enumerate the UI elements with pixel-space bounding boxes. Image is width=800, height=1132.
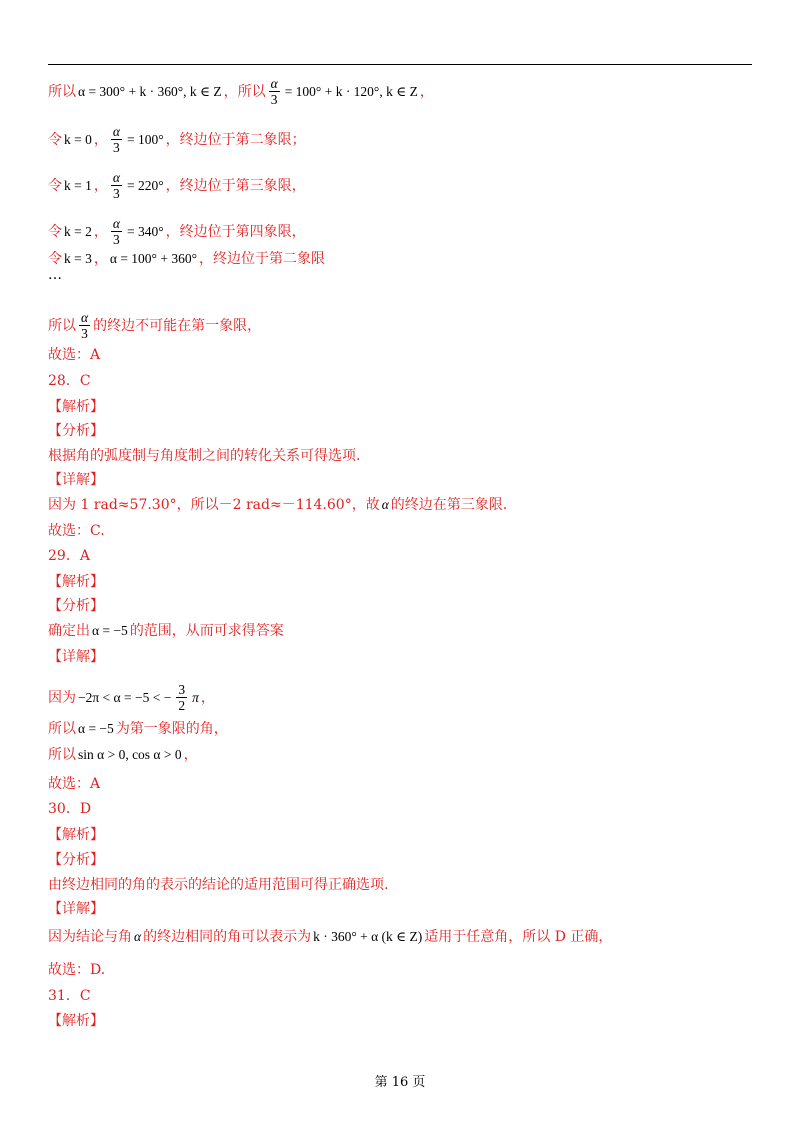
text: 【详解】 bbox=[48, 901, 104, 917]
text: ， bbox=[93, 223, 108, 240]
text: 所以 bbox=[48, 747, 76, 763]
analysis-text bbox=[48, 447, 360, 465]
fraction bbox=[111, 124, 122, 155]
fraction bbox=[269, 76, 280, 107]
text: 故选：C. bbox=[48, 523, 105, 539]
fraction bbox=[176, 682, 187, 713]
text: 【解析】 bbox=[48, 1013, 104, 1029]
detail-text bbox=[48, 496, 507, 514]
math-expression: k = 0 bbox=[64, 131, 92, 147]
section-heading bbox=[48, 573, 104, 591]
text: 由终边相同的角的表示的结论的适用范围可得正确选项. bbox=[48, 877, 389, 893]
question-number bbox=[48, 547, 90, 565]
math-expression: −2π < α = −5 < − bbox=[78, 689, 172, 705]
section-heading bbox=[48, 900, 104, 918]
text: 【分析】 bbox=[48, 598, 104, 614]
solution-line-3 bbox=[48, 170, 306, 201]
text: 适用于任意角，所以 D 正确， bbox=[424, 929, 613, 945]
fraction-denominator: 2 bbox=[178, 698, 186, 713]
text: 【详解】 bbox=[48, 649, 104, 665]
text: 【分析】 bbox=[48, 852, 104, 868]
fraction-denominator: 3 bbox=[270, 92, 278, 107]
fraction-denominator: 3 bbox=[81, 326, 88, 341]
math-expression: = 100° bbox=[126, 131, 164, 147]
text: 为第一象限的角， bbox=[115, 721, 228, 737]
answer-line bbox=[48, 346, 100, 364]
fraction-numerator: α bbox=[112, 124, 120, 139]
solution-line-7 bbox=[48, 310, 261, 341]
fraction bbox=[111, 216, 122, 247]
text: 令 bbox=[48, 223, 62, 240]
solution-line-5 bbox=[48, 250, 325, 268]
fraction-numerator: α bbox=[112, 170, 120, 185]
answer-line bbox=[48, 522, 105, 540]
fraction-numerator: 3 bbox=[178, 682, 186, 697]
text: 令 bbox=[48, 131, 62, 148]
section-heading bbox=[48, 422, 104, 440]
math-expression: k = 3 bbox=[64, 251, 92, 266]
text: 确定出 bbox=[48, 623, 90, 639]
question-number bbox=[48, 800, 91, 818]
fraction-numerator: α bbox=[81, 310, 89, 325]
text: 所以 bbox=[48, 721, 76, 737]
text: … bbox=[48, 267, 62, 283]
text: ， bbox=[200, 689, 215, 706]
text: ，终边位于第二象限； bbox=[165, 131, 306, 148]
text: 的终边不可能在第一象限， bbox=[93, 317, 262, 334]
text: 所以 bbox=[48, 317, 76, 334]
text: ， bbox=[93, 251, 108, 267]
text: ，所以 bbox=[223, 83, 266, 100]
text: 28．C bbox=[48, 373, 91, 389]
section-heading bbox=[48, 648, 104, 666]
text: 故选：A bbox=[48, 347, 101, 363]
solution-line-1 bbox=[48, 76, 434, 107]
math-expression: = 220° bbox=[126, 177, 164, 193]
text: 因为 bbox=[48, 689, 76, 706]
section-heading bbox=[48, 1012, 104, 1030]
text: 令 bbox=[48, 251, 62, 267]
header-rule bbox=[48, 64, 752, 65]
math-expression: π bbox=[192, 689, 199, 705]
fraction-numerator: α bbox=[270, 76, 278, 91]
text: 【解析】 bbox=[48, 827, 104, 843]
math-expression: α = −5 bbox=[92, 623, 128, 638]
text: ， bbox=[93, 131, 108, 148]
fraction-denominator: 3 bbox=[113, 186, 120, 201]
detail-text bbox=[48, 928, 612, 946]
text: 29．A bbox=[48, 548, 90, 564]
math-expression: k = 1 bbox=[64, 177, 92, 193]
text: ，终边位于第二象限 bbox=[198, 251, 325, 267]
section-heading bbox=[48, 471, 104, 489]
math-expression: sin α > 0, cos α > 0 bbox=[78, 747, 182, 762]
fraction-numerator: α bbox=[112, 216, 120, 231]
text: 所以 bbox=[48, 83, 76, 100]
detail-text bbox=[48, 720, 228, 738]
math-expression: α = −5 bbox=[78, 721, 114, 736]
fraction bbox=[79, 310, 90, 341]
text: 的范围，从而可求得答案 bbox=[129, 623, 284, 639]
text: 【详解】 bbox=[48, 472, 104, 488]
text: ，终边位于第三象限， bbox=[165, 177, 306, 194]
question-number bbox=[48, 987, 91, 1005]
text: 的终边相同的角可以表示为 bbox=[143, 929, 312, 945]
answer-line bbox=[48, 775, 100, 793]
text: ， bbox=[419, 83, 434, 100]
text: 因为结论与角 bbox=[48, 929, 132, 945]
math-expression: = 340° bbox=[126, 223, 164, 239]
section-heading bbox=[48, 398, 104, 416]
math-expression: k = 2 bbox=[64, 223, 92, 239]
question-number bbox=[48, 372, 91, 390]
math-expression: α bbox=[134, 929, 142, 944]
section-heading bbox=[48, 826, 104, 844]
detail-text bbox=[48, 682, 215, 713]
text: ， bbox=[93, 177, 108, 194]
solution-line-2 bbox=[48, 124, 306, 155]
math-expression: k · 360° + α (k ∈ Z) bbox=[313, 929, 423, 944]
text: 【解析】 bbox=[48, 574, 104, 590]
text: ， bbox=[183, 747, 198, 763]
section-heading bbox=[48, 597, 104, 615]
math-expression: = 100° + k · 120°, k ∈ Z bbox=[284, 83, 418, 99]
ellipsis-line bbox=[48, 266, 62, 284]
text: 的终边在第三象限. bbox=[390, 497, 508, 513]
text: 31．C bbox=[48, 988, 91, 1004]
section-heading bbox=[48, 851, 104, 869]
math-expression: α = 100° + 360° bbox=[109, 251, 197, 266]
text: 根据角的弧度制与角度制之间的转化关系可得选项. bbox=[48, 448, 361, 464]
answer-line bbox=[48, 961, 105, 979]
text: 故选：A bbox=[48, 776, 101, 792]
fraction-denominator: 3 bbox=[113, 232, 120, 247]
math-expression: α = 300° + k · 360°, k ∈ Z bbox=[78, 83, 222, 99]
text: ，终边位于第四象限， bbox=[165, 223, 306, 240]
math-expression: α bbox=[381, 497, 389, 512]
solution-line-4 bbox=[48, 216, 306, 247]
text: 故选：D. bbox=[48, 962, 106, 978]
text: 【解析】 bbox=[48, 399, 104, 415]
text: 令 bbox=[48, 177, 62, 194]
analysis-text bbox=[48, 622, 284, 640]
page-number: 第 16 页 bbox=[374, 1075, 426, 1090]
text: 因为 1 rad≈57.30°，所以－2 rad≈－114.60°，故 bbox=[48, 497, 380, 513]
fraction bbox=[111, 170, 122, 201]
text: 【分析】 bbox=[48, 423, 104, 439]
detail-text bbox=[48, 746, 198, 764]
fraction-denominator: 3 bbox=[113, 140, 120, 155]
analysis-text bbox=[48, 876, 388, 894]
text: 30．D bbox=[48, 801, 92, 817]
